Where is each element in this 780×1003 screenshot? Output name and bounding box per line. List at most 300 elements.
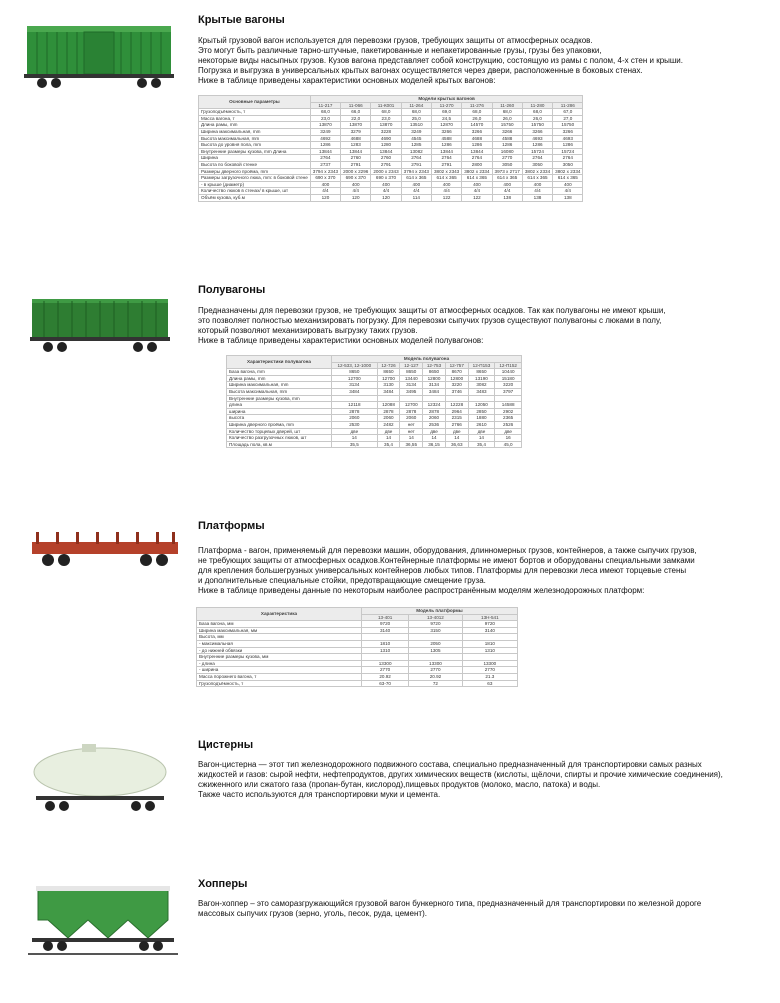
table-cell: две [332,428,378,435]
table-cell: 2760 [371,155,401,162]
table-cell: 614 x 365 [553,175,583,182]
table-row-label: Высота, мм [197,634,362,641]
table-row [227,402,522,409]
table-cell: 8670 [445,369,468,376]
section-tanks [0,735,780,855]
table-cell: 68,0 [371,109,401,116]
table-row-label: Высота максимальная, mm [227,388,332,395]
table-cell: 13870 [310,122,340,129]
section-description [198,546,758,596]
table-cell: 3266 [492,128,522,135]
table-cell: 2060 [400,415,423,422]
table-row-label: Количество люков в стенах/ в крыше, шт [199,188,311,195]
table-model-header: 11-280 [522,102,552,109]
table-cell: 13440 [400,375,423,382]
table-cell [332,395,378,402]
table-cell: 15750 [553,122,583,129]
table-cell: 2766 [445,421,468,428]
table-cell: 35,4 [377,441,400,448]
table-cell: 14570 [462,122,492,129]
table-model-header: 12-726 [377,362,400,369]
table-cell: 4/4 [553,188,583,195]
table-cell: 2000 x 2296 [341,168,371,175]
table-cell: 9720 [362,621,409,628]
table-cell: 1283 [341,142,371,149]
table-cell: 3134 [400,382,423,389]
table-cell: 3220 [495,382,522,389]
paragraph-line: это позволяет полностью механизировать погрузку. Для перевозки сыпучих грузов существуют полувагоны с люками в полу, [198,316,662,325]
table-cell: 120 [310,194,340,201]
table-cell: 3150 [409,627,462,634]
table-row-label: Площадь пола, кв.м [227,441,332,448]
table-row [199,135,583,142]
table-cell [409,634,462,641]
table-row-label: Размеры загрузочного люка, mm: в боковой стене [199,175,311,182]
table-cell: 26,0 [522,115,552,122]
table-cell: 12800 [445,375,468,382]
table-cell: 12700 [332,375,378,382]
table-cell: 24,5 [431,115,461,122]
table-cell: 3266 [553,128,583,135]
table-header-param: Основные параметры [199,96,311,109]
table-cell: 1286 [310,142,340,149]
table-cell: 13870 [371,122,401,129]
table-cell: 400 [462,181,492,188]
table-cell: 23,0 [371,115,401,122]
table-model-header: 12-127 [400,362,423,369]
table-model-header: 11-264 [401,102,431,109]
table-row-label: - длина [197,660,362,667]
table-cell: 8650 [468,369,495,376]
table-cell: 8650 [332,369,378,376]
table-cell: 3266 [522,128,552,135]
table-row-label: Количество разгрузочных люков, шт [227,435,332,442]
section-title: Полувагоны [198,284,266,296]
table-cell [495,395,522,402]
table-cell: 3794 x 2343 [401,168,431,175]
section-gondolas [0,275,780,475]
section-hoppers [0,870,780,990]
table-cell: 15750 [492,122,522,129]
paragraph-line: не требующих защиты от атмосферных осадков.Контейнерные платформы не имеют бортов и оборудованы специальными замками [198,556,695,565]
table-row [199,161,583,168]
table-cell: 3050 [492,161,522,168]
table-cell: 35,4 [468,441,495,448]
table-cell: 25,0 [401,115,431,122]
table-row [199,175,583,182]
table-cell: 12800 [423,375,446,382]
table-cell: 4/4 [310,188,340,195]
table-cell: нет [400,428,423,435]
table-row [227,388,522,395]
table-cell [362,654,409,661]
section-description [198,36,758,86]
table-cell: 4692 [310,135,340,142]
table-header-models: Модель полувагона [332,356,522,363]
table-cell: 2764 [462,155,492,162]
table-cell: 2737 [310,161,340,168]
table-row-label: Внутренние размеры кузова, mm Длина [199,148,311,155]
table-cell: нет [400,421,423,428]
table-row-label: Количество торцевых дверей, шт [227,428,332,435]
table-cell: 4690 [371,135,401,142]
table-cell: 3794 x 2343 [310,168,340,175]
paragraph-line: Предназначены для перевозки грузов, не требующих защиты от атмосферных осадков. Так как полувагоны не имеют крыши, [198,306,666,315]
table-model-header: 11-217 [310,102,340,109]
table-row-label: Масса вагона, т [199,115,311,122]
table-cell: 12700 [377,375,400,382]
table-row [227,375,522,382]
table-cell: 2764 [553,155,583,162]
section-description [198,306,758,346]
table-cell: 3484 [377,388,400,395]
table-row [197,640,518,647]
table-row [197,634,518,641]
table-cell: 2530 [332,421,378,428]
table-cell [362,634,409,641]
table-cell: 3483 [468,388,495,395]
paragraph-line: Также часто используются для транспортировки муки и цемента. [198,790,441,799]
table-row-label: Ширина максимальная, мм [197,627,362,634]
table-cell: 14 [332,435,378,442]
table-cell: 2770 [492,155,522,162]
table-cell: 2764 [431,155,461,162]
table-model-header: 12-П152 [495,362,522,369]
table-cell: 14 [468,435,495,442]
table-cell: 15180 [495,375,522,382]
table-row [199,194,583,201]
paragraph-line: Крытый грузовой вагон используется для перевозки грузов, требующих защиты от атмосферных осадков. [198,36,593,45]
table-cell: 3050 [522,161,552,168]
table-cell: 8650 [377,369,400,376]
table-row [199,148,583,155]
table-cell: 2764 [401,155,431,162]
table-cell: 138 [522,194,552,201]
table-cell: 3802 x 2334 [522,168,552,175]
table-cell: 2791 [431,161,461,168]
table-row [227,415,522,422]
table-cell: 2902 [495,408,522,415]
paragraph-line: некоторые виды насыпных грузов. Кузов вагона представляет собой конструкцию, состоящую из рамы с полом, 4-х стен и крыши. [198,56,683,65]
table-cell: 26,0 [492,115,522,122]
table-cell: 12118 [332,402,378,409]
table-cell: 10440 [495,369,522,376]
table-cell: 1810 [462,640,517,647]
table-cell: 9720 [462,621,517,628]
table-cell: 3266 [462,128,492,135]
table-cell: 14 [377,435,400,442]
paragraph-line: Вагон-хоппер – это саморазгружающийся грузовой вагон бункерного типа, предназначенный для транспортировки по железной дороге [198,899,702,908]
table-row [197,667,518,674]
table-row-label: Грузоподъёмность, т [197,680,362,687]
table-row [197,673,518,680]
table-cell: 68,0 [522,109,552,116]
table-row-label: Грузоподъёмность, т [199,109,311,116]
section-title: Крытые вагоны [198,14,285,26]
table-cell: 3802 x 2334 [462,168,492,175]
table-header-models: Модели крытых вагонов [310,96,583,103]
table-cell: 1285 [401,142,431,149]
table-cell: 690 x 370 [341,175,371,182]
table-cell: 400 [371,181,401,188]
table-cell: 4/4 [492,188,522,195]
paragraph-line: и дополнительные специальные стойки, предотвращающие смещение груза. [198,576,486,585]
table-cell: 4688 [341,135,371,142]
table-cell: 2760 [341,155,371,162]
table-row-label: - ширина [197,667,362,674]
table-cell: 13510 [401,122,431,129]
table-cell: 13844 [371,148,401,155]
table-cell: 3220 [445,382,468,389]
table-cell: 2764 [310,155,340,162]
table-cell: 2964 [445,408,468,415]
table-cell: 23,0 [310,115,340,122]
table-cell: 14 [423,435,446,442]
table-cell: 2791 [401,161,431,168]
table-row-label: Высота до уровня пола, mm [199,142,311,149]
platforms-table [196,607,518,687]
table-cell: 16 [495,435,522,442]
table-cell: 45,0 [495,441,522,448]
paragraph-line: Ниже в таблице приведены характеристики основных моделей крытых вагонов: [198,76,496,85]
table-cell: 22,0 [341,115,371,122]
table-cell: 2365 [495,415,522,422]
platform-image [30,524,180,572]
table-cell: 1286 [431,142,461,149]
paragraph-line: Вагон-цистерна — этот тип железнодорожного подвижного состава, специально предназначенный для транспортировки самых разных [198,760,702,769]
table-cell: 3050 [553,161,583,168]
table-cell: 400 [431,181,461,188]
table-cell [377,395,400,402]
table-cell: 13870 [341,122,371,129]
table-cell: 122 [462,194,492,201]
table-row-label: Высота по боковой стенке [199,161,311,168]
table-cell: 2878 [332,408,378,415]
table-row-label: высота [227,415,332,422]
table-cell: 20.92 [409,673,462,680]
table-cell: 3266 [431,128,461,135]
section-description [198,899,758,919]
table-cell: 400 [553,181,583,188]
table-cell: 15724 [553,148,583,155]
table-body [197,621,518,687]
table-cell: 36,55 [400,441,423,448]
table-cell: 3249 [401,128,431,135]
table-row-label: Масса порожнего вагона, т [197,673,362,680]
table-cell: 27,0 [553,115,583,122]
table-cell: 14 [400,435,423,442]
table-cell: две [445,428,468,435]
table-cell: 63 [462,680,517,687]
table-cell: 2526 [495,421,522,428]
table-cell: две [468,428,495,435]
table-cell: 68,0 [462,109,492,116]
table-cell [445,395,468,402]
table-body [227,369,522,448]
gondola-image [30,293,170,361]
section-title: Хопперы [198,878,248,890]
table-cell: 4/4 [431,188,461,195]
table-cell: 3134 [332,382,378,389]
table-cell: 36,15 [423,441,446,448]
table-cell: 12870 [431,122,461,129]
table-cell: 68,0 [401,109,431,116]
table-row [197,654,518,661]
table-row-label: Длина рамы, mm [199,122,311,129]
table-cell: 15724 [522,148,552,155]
table-cell: 3484 [332,388,378,395]
table-cell: 1310 [462,647,517,654]
table-cell: 13190 [468,375,495,382]
table-row [197,621,518,628]
table-cell: 2482 [377,421,400,428]
table-row-label: длина [227,402,332,409]
table-model-header: 12-П153 [468,362,495,369]
table-cell: 2800 [462,161,492,168]
table-cell: 3802 x 2334 [553,168,583,175]
table-row [199,188,583,195]
table-row [227,408,522,415]
section-covered-wagons [0,0,780,250]
table-cell: 69,0 [431,109,461,116]
table-model-header: 11-260 [492,102,522,109]
table-header-param: Характеристика [197,608,362,621]
table-cell: 2315 [445,415,468,422]
paragraph-line: Погрузка и выгрузка в универсальных крытых вагонах осуществляется через двери, расположенные в боковых стенах. [198,66,643,75]
table-row [199,109,583,116]
table-cell: 4/4 [462,188,492,195]
table-cell: 12088 [377,402,400,409]
table-cell [423,395,446,402]
table-cell: 20.92 [362,673,409,680]
table-cell: 3134 [423,382,446,389]
table-cell: 12324 [423,402,446,409]
table-cell: 3140 [362,627,409,634]
table-row-label: Ширина максимальная, mm [199,128,311,135]
paragraph-line: массовых сыпучих грузов (зерно, уголь, песок, руда, цемент). [198,909,427,918]
table-cell: 614 x 365 [492,175,522,182]
table-cell: 3495 [400,388,423,395]
table-cell: 3228 [371,128,401,135]
table-cell [462,654,517,661]
table-model-header: 13Н-541 [462,614,517,621]
table-cell: 13844 [341,148,371,155]
paragraph-line: Ниже в таблице приведены данные по некоторым наиболее распространённым моделям железнодорожных платформ: [198,586,645,595]
table-cell: 2850 [468,408,495,415]
table-cell: 122 [431,194,461,201]
table-cell: 72 [409,680,462,687]
table-cell: 2878 [423,408,446,415]
paragraph-line: для крепления большегрузных универсальных контейнеров любых типов. Платформы для перевозки леса имеют торцевые стены [198,566,687,575]
table-cell: 9720 [409,621,462,628]
table-cell: 3279 [341,128,371,135]
table-cell: 120 [341,194,371,201]
table-model-header: 13-401 [362,614,409,621]
table-row-label: База вагона, мм [197,621,362,628]
table-cell: 13844 [462,148,492,155]
table-row [199,181,583,188]
table-row [199,122,583,129]
hopper-image [28,880,178,960]
table-cell: 35,5 [332,441,378,448]
table-row [227,441,522,448]
table-cell: 4693 [522,135,552,142]
table-cell: 63-70 [362,680,409,687]
table-cell: 3484 [423,388,446,395]
table-cell [462,634,517,641]
table-cell: 1286 [522,142,552,149]
table-row [197,680,518,687]
table-cell: 614 x 365 [462,175,492,182]
table-row-label: Ширина [199,155,311,162]
table-model-header: 11-286 [553,102,583,109]
table-cell: 2060 [377,415,400,422]
table-row [197,647,518,654]
table-cell: 120 [371,194,401,201]
table-cell: 614 x 365 [431,175,461,182]
table-model-header: 11-066 [341,102,371,109]
table-cell [409,654,462,661]
table-cell: 13844 [310,148,340,155]
table-cell: 2060 [423,415,446,422]
table-cell: 26,0 [462,115,492,122]
table-cell: 3797 [495,388,522,395]
table-cell: 2060 [332,415,378,422]
table-cell: 4688 [462,135,492,142]
table-cell: 400 [310,181,340,188]
table-cell: 66,0 [341,109,371,116]
table-cell [468,395,495,402]
table-cell: две [495,428,522,435]
table-row [227,382,522,389]
table-cell: 13844 [431,148,461,155]
table-cell: 2764 [522,155,552,162]
tank-image [30,740,170,820]
table-cell: 2000 x 2343 [371,168,401,175]
table-cell: 13082 [401,148,431,155]
paragraph-line: Ниже в таблице приведены характеристики основных моделей полувагонов: [198,336,484,345]
table-cell: 2536 [423,421,446,428]
table-model-header: 11-276 [462,102,492,109]
table-row [227,369,522,376]
table-cell: 1286 [492,142,522,149]
covered-wagons-table [198,95,583,202]
table-model-header: 11-270 [431,102,461,109]
table-cell: 4588 [492,135,522,142]
table-cell: 13300 [462,660,517,667]
covered-wagon-image [24,22,174,92]
table-row-label: Ширина максимальная, mm [227,382,332,389]
table-row [199,128,583,135]
table-row [227,395,522,402]
table-cell: 3082 [468,382,495,389]
table-cell: 68,0 [310,109,340,116]
table-cell: 138 [492,194,522,201]
table-cell: 400 [341,181,371,188]
table-cell: 400 [401,181,431,188]
table-cell: 12700 [400,402,423,409]
table-cell: 2770 [462,667,517,674]
table-cell: 13300 [362,660,409,667]
table-cell: 2791 [341,161,371,168]
table-row [199,142,583,149]
table-cell: 1310 [362,647,409,654]
table-cell: 12228 [445,402,468,409]
section-platforms [0,510,780,710]
table-cell: 14 [445,435,468,442]
table-cell: 400 [492,181,522,188]
table-cell: 1286 [553,142,583,149]
